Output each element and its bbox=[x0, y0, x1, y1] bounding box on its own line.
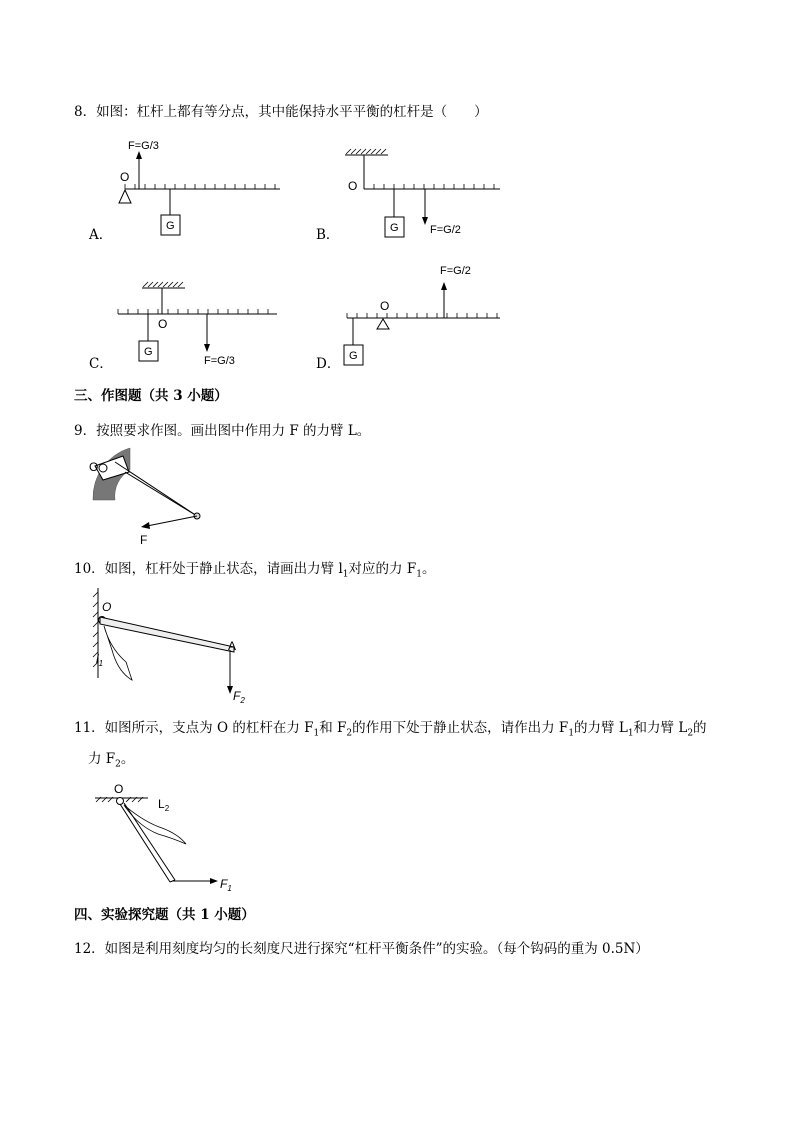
arrow-up-icon bbox=[441, 282, 447, 290]
pivot-label-d: O bbox=[380, 299, 390, 313]
question-12-text: 12．如图是利用刻度均匀的长刻度尺进行探究“杠杆平衡条件”的实验。（每个钩码的重为 0.5N） bbox=[74, 941, 649, 957]
pivot-label-q11: O bbox=[114, 782, 124, 796]
option-b-label[interactable]: B． bbox=[316, 227, 340, 243]
question-11-text-line2: 力 $F_2$。 bbox=[88, 751, 135, 770]
question-11-text-line1: 11．如图所示，支点为 O 的杠杆在力 $F_1$和 $F_2$的作用下处于静止状态，请作出力 $F_1$的力臂 $L_1$和力臂 $L_2$的 bbox=[74, 720, 707, 739]
lever-c bbox=[118, 309, 277, 314]
lever-d bbox=[347, 313, 500, 318]
option-a-label[interactable]: A． bbox=[89, 227, 113, 243]
force-label-q10: $F_2$ bbox=[233, 689, 245, 705]
question-11-diagram bbox=[92, 782, 252, 897]
force-label-c: F=G/3 bbox=[204, 355, 235, 367]
hatch-b-icon bbox=[346, 149, 386, 154]
pivot-label-c: O bbox=[158, 317, 168, 331]
arrow-down-icon bbox=[422, 217, 428, 225]
question-10-diagram bbox=[88, 588, 258, 708]
question-9-diagram bbox=[85, 448, 225, 548]
weight-label-a: G bbox=[166, 220, 175, 232]
weight-label-c: G bbox=[144, 346, 153, 358]
lever-a bbox=[125, 184, 280, 189]
arm-label-q10: $l_1$ bbox=[96, 652, 104, 668]
arrow-right-icon bbox=[210, 878, 218, 884]
pivot-label-b: O bbox=[348, 179, 358, 193]
option-a-diagram bbox=[85, 135, 285, 245]
force-label-q9: F bbox=[140, 533, 148, 547]
force-label-d: F=G/2 bbox=[440, 265, 471, 277]
pivot-label-q9: O bbox=[89, 460, 99, 474]
arrow-down-icon bbox=[204, 344, 210, 352]
fulcrum-d-icon bbox=[377, 319, 389, 329]
option-d-diagram bbox=[335, 262, 525, 372]
question-8-text: 8．如图：杠杆上都有等分点，其中能保持水平平衡的杠杆是（ ） bbox=[74, 104, 488, 120]
option-c-label[interactable]: C． bbox=[89, 356, 113, 372]
weight-label-d: G bbox=[349, 350, 358, 362]
question-10-text: 10．如图，杠杆处于静止状态，请画出力臂 $l_1$对应的力 $F_1$。 bbox=[74, 561, 436, 580]
option-b-diagram bbox=[330, 145, 520, 245]
pivot-label-q10: O bbox=[102, 600, 112, 614]
question-9-text: 9．按照要求作图。画出图中作用力 F 的力臂 L。 bbox=[74, 423, 371, 439]
weight-label-b: G bbox=[390, 222, 399, 234]
pivot-label-a: O bbox=[120, 170, 130, 184]
section-4-title: 四、实验探究题（共 1 小题） bbox=[74, 907, 255, 923]
option-d-label[interactable]: D． bbox=[316, 356, 341, 372]
option-c-diagram bbox=[110, 280, 310, 370]
force-label-q11: $F_1$ bbox=[220, 877, 232, 893]
lever-b bbox=[364, 184, 500, 189]
section-3-title: 三、作图题（共 3 小题） bbox=[74, 388, 228, 404]
force-label-b: F=G/2 bbox=[430, 224, 461, 236]
force-label-a: F=G/3 bbox=[128, 140, 159, 152]
hatch-c-icon bbox=[143, 282, 183, 287]
arm-label-q11: $L_2$ bbox=[158, 797, 170, 813]
arrow-icon bbox=[141, 522, 150, 529]
point-label-q10: A bbox=[228, 639, 237, 653]
fulcrum-a-icon bbox=[119, 190, 131, 203]
arrow-up-icon bbox=[136, 151, 142, 159]
